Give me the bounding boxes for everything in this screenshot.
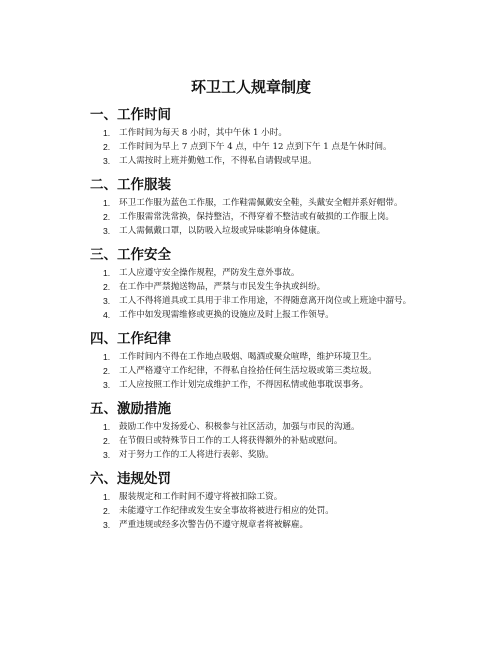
list-item	[90, 294, 430, 308]
list-item-text: 工人需按时上班并勤勉工作，不得私自请假或早退。	[119, 156, 317, 166]
document-title: 环卫工人规章制度	[190, 78, 311, 96]
list-item-number: 3.	[103, 450, 111, 460]
section-item-list	[90, 350, 430, 392]
list-item-number: 2.	[103, 436, 111, 446]
list-item-text: 工作时间内不得在工作地点吸烟、喝酒或聚众喧哗，维护环境卫生。	[119, 352, 377, 362]
list-item-number: 3.	[103, 156, 111, 166]
section-4	[90, 331, 430, 392]
section-heading: 二、工作服装	[90, 177, 171, 193]
list-item-number: 2.	[103, 282, 111, 292]
list-item-text: 工作时间为早上 7 点到下午 4 点，中午 12 点到下午 1 点是午休时间。	[119, 142, 392, 152]
list-item	[90, 266, 430, 280]
section-6	[90, 471, 430, 532]
list-item-text: 在节假日或特殊节日工作的工人将获得额外的补贴或慰问。	[119, 436, 343, 446]
list-item-text: 工人需佩戴口罩，以防吸入垃圾或异味影响身体健康。	[119, 226, 326, 236]
list-item-text: 鼓励工作中发扬爱心、积极参与社区活动，加强与市民的沟通。	[119, 422, 360, 432]
section-item-list	[90, 266, 430, 322]
section-2	[90, 177, 430, 238]
list-item-text: 环卫工作服为蓝色工作服，工作鞋需佩戴安全鞋，头戴安全帽并系好帽带。	[119, 198, 403, 208]
list-item-text: 严重违规或经多次警告仍不遵守规章者将被解雇。	[119, 520, 309, 530]
list-item-number: 3.	[103, 380, 111, 390]
section-heading: 四、工作纪律	[90, 331, 171, 347]
list-item-number: 1.	[103, 268, 111, 278]
list-item-number: 2.	[103, 506, 111, 516]
list-item-text: 工人应遵守安全操作规程，严防发生意外事故。	[119, 268, 300, 278]
list-item	[90, 350, 430, 364]
list-item-text: 在工作中严禁抛送物品，严禁与市民发生争执或纠纷。	[119, 282, 326, 292]
list-item	[90, 126, 430, 140]
list-item-number: 1.	[103, 128, 111, 138]
section-3	[90, 247, 430, 322]
list-item-number: 2.	[103, 212, 111, 222]
list-item	[90, 490, 430, 504]
section-5	[90, 401, 430, 462]
list-item-text: 工人不得将道具或工具用于非工作用途，不得随意离开岗位或上班途中溜号。	[119, 296, 412, 306]
list-item	[90, 196, 430, 210]
list-item	[90, 378, 430, 392]
section-heading: 六、违规处罚	[90, 471, 171, 487]
section-item-list	[90, 420, 430, 462]
list-item-text: 未能遵守工作纪律或发生安全事故将被进行相应的处罚。	[119, 506, 334, 516]
section-heading: 五、激励措施	[90, 401, 171, 417]
list-item-number: 2.	[103, 366, 111, 376]
section-heading: 三、工作安全	[90, 247, 171, 263]
list-item-text: 服装规定和工作时间不遵守将被扣除工资。	[119, 492, 283, 502]
list-item-text: 工作时间为每天 8 小时，其中午休 1 小时。	[119, 128, 287, 138]
list-item-number: 3.	[103, 226, 111, 236]
list-item	[90, 504, 430, 518]
list-item-number: 2.	[103, 142, 111, 152]
list-item	[90, 434, 430, 448]
list-item-number: 1.	[103, 492, 111, 502]
section-item-list	[90, 490, 430, 532]
list-item-number: 1.	[103, 422, 111, 432]
list-item	[90, 280, 430, 294]
list-item	[90, 420, 430, 434]
list-item-number: 3.	[103, 520, 111, 530]
list-item	[90, 140, 430, 154]
list-item	[90, 210, 430, 224]
section-heading: 一、工作时间	[90, 107, 171, 123]
section-item-list	[90, 126, 430, 168]
list-item	[90, 448, 430, 462]
list-item	[90, 154, 430, 168]
list-item-number: 4.	[103, 310, 111, 320]
list-item	[90, 224, 430, 238]
list-item-text: 工作服需常洗常换，保持整洁，不得穿着不整洁或有破损的工作服上岗。	[119, 212, 395, 222]
list-item-text: 工人应按照工作计划完成维护工作，不得因私情或他事耽误事务。	[119, 380, 369, 390]
list-item-number: 1.	[103, 198, 111, 208]
list-item	[90, 364, 430, 378]
list-item	[90, 518, 430, 532]
list-item-text: 工人严格遵守工作纪律，不得私自捡拾任何生活垃圾或第三类垃圾。	[119, 366, 377, 376]
section-1	[90, 107, 430, 168]
list-item-text: 对于努力工作的工人将进行表彰、奖励。	[119, 450, 274, 460]
list-item-number: 3.	[103, 296, 111, 306]
list-item-number: 1.	[103, 352, 111, 362]
section-item-list	[90, 196, 430, 238]
list-item	[90, 308, 430, 322]
list-item-text: 工作中如发现需维修或更换的设施应及时上报工作领导。	[119, 310, 334, 320]
document-sections	[90, 107, 430, 541]
